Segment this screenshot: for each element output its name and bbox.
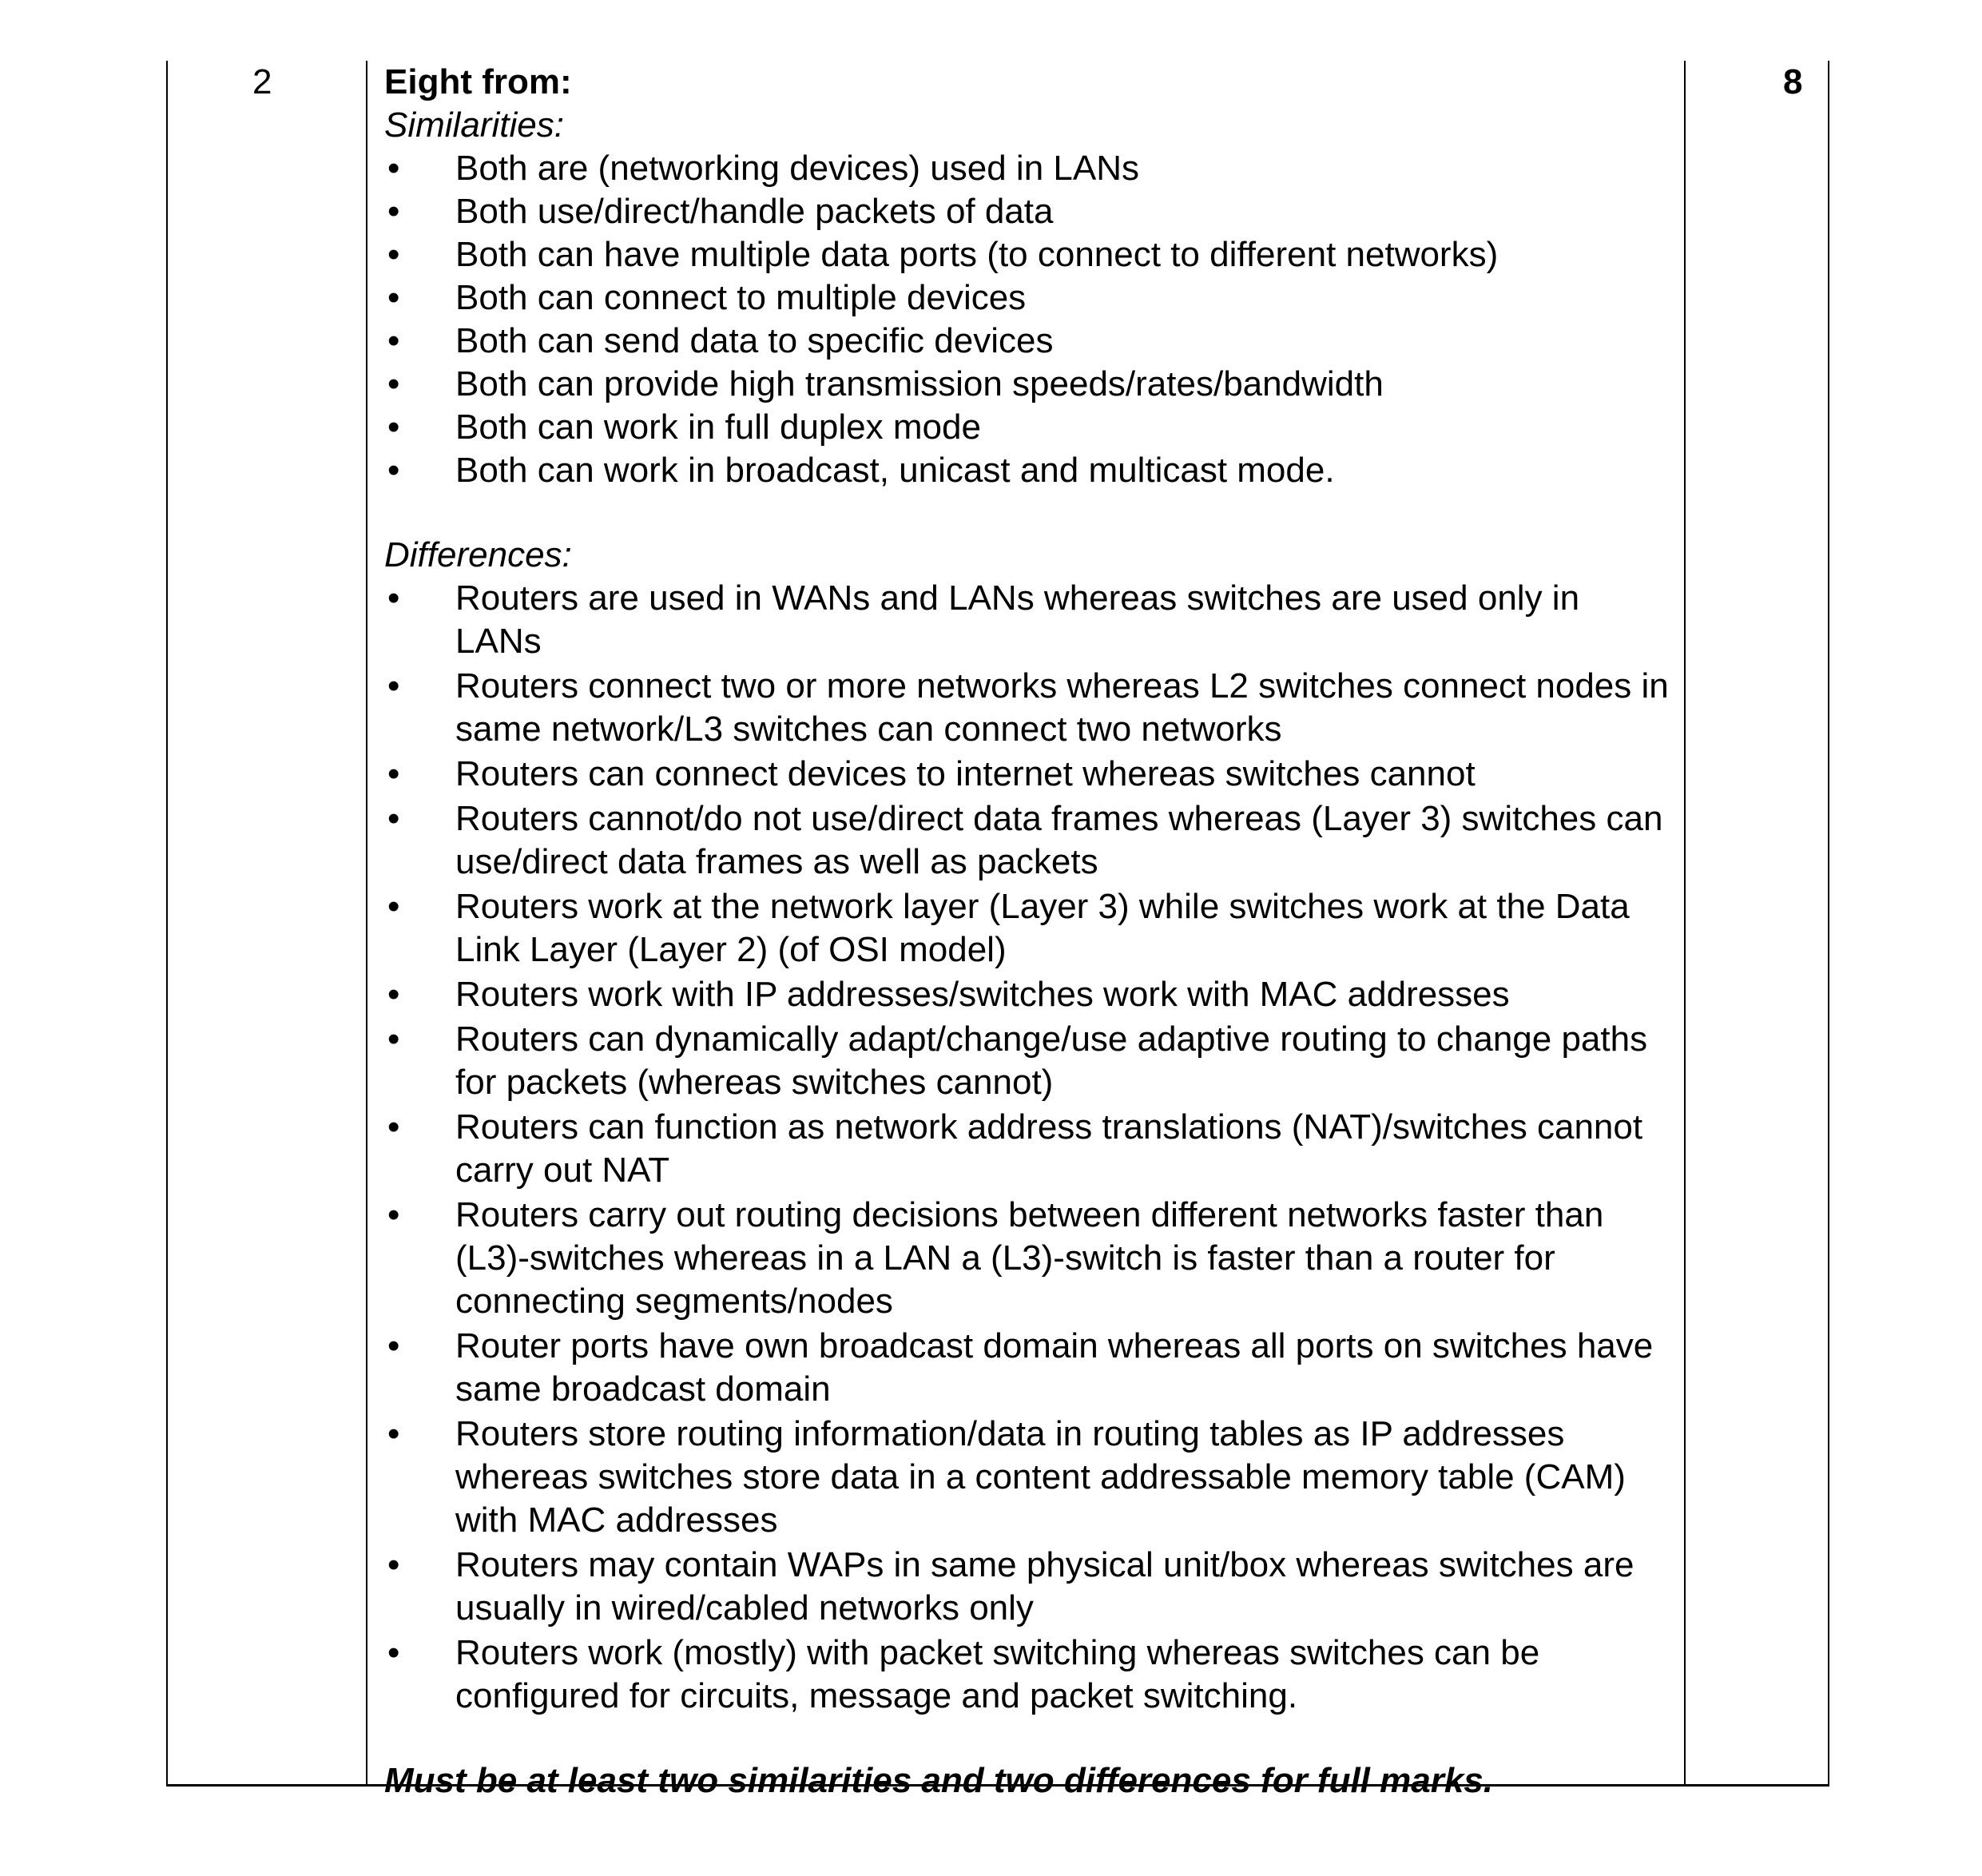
list-item: • Routers can function as network address translations (NAT)/switches cannot carry out NAT [384,1106,1670,1192]
list-item: • Routers cannot/do not use/direct data frames whereas (Layer 3) switches can use/direct data frames as well as packets [384,797,1670,884]
list-item: • Router ports have own broadcast domain whereas all ports on switches have same broadcast domain [384,1325,1670,1411]
list-item: • Both can send data to specific devices [384,320,1670,363]
section-spacer [384,492,1670,534]
list-item: • Routers may contain WAPs in same physical unit/box whereas switches are usually in wired/cabled networks only [384,1544,1670,1630]
list-item: • Both use/direct/handle packets of data [384,190,1670,233]
answer-heading: Eight from: [384,62,572,101]
list-item: • Routers carry out routing decisions between different networks faster than (L3)-switches whereas in a LAN a (L3)-switch is faster than a router for connecting segments/nodes [384,1194,1670,1323]
list-item: • Both can work in broadcast, unicast and multicast mode. [384,449,1670,492]
list-item: • Routers work (mostly) with packet switching whereas switches can be configured for circuits, message and packet switching. [384,1632,1670,1718]
list-item: • Both can have multiple data ports (to connect to different networks) [384,233,1670,276]
differences-label: Differences: [384,535,572,574]
list-item: • Routers work with IP addresses/switches work with MAC addresses [384,973,1670,1016]
list-item: • Both can connect to multiple devices [384,276,1670,320]
list-item: • Both can provide high transmission speeds/rates/bandwidth [384,363,1670,406]
marking-note: Must be at least two similarities and two differences for full marks. [384,1761,1493,1800]
list-item: • Routers can dynamically adapt/change/use adaptive routing to change paths for packets (whereas switches cannot) [384,1018,1670,1104]
column-divider-question [366,61,367,1787]
list-item: • Both can work in full duplex mode [384,406,1670,449]
table-right-border [1828,61,1829,1787]
list-item: • Routers work at the network layer (Layer 3) while switches work at the Data Link Layer (Layer 2) (of OSI model) [384,885,1670,972]
question-number: 2 [252,62,272,101]
list-item: • Routers can connect devices to internet whereas switches cannot [384,753,1670,796]
answer-cell [384,61,1670,1802]
marks-value: 8 [1783,62,1803,101]
column-divider-marks [1684,61,1686,1787]
table-left-border [166,61,168,1787]
similarities-list [384,147,1670,492]
differences-list [384,577,1670,1718]
similarities-label: Similarities: [384,105,564,145]
list-item: • Routers store routing information/data in routing tables as IP addresses whereas switches store data in a content addressable memory table (CAM) with MAC addresses [384,1413,1670,1542]
list-item: • Both are (networking devices) used in LANs [384,147,1670,190]
section-spacer [384,1718,1670,1759]
list-item: • Routers are used in WANs and LANs whereas switches are used only in LANs [384,577,1670,663]
list-item: • Routers connect two or more networks whereas L2 switches connect nodes in same network/L3 switches can connect two networks [384,665,1670,751]
